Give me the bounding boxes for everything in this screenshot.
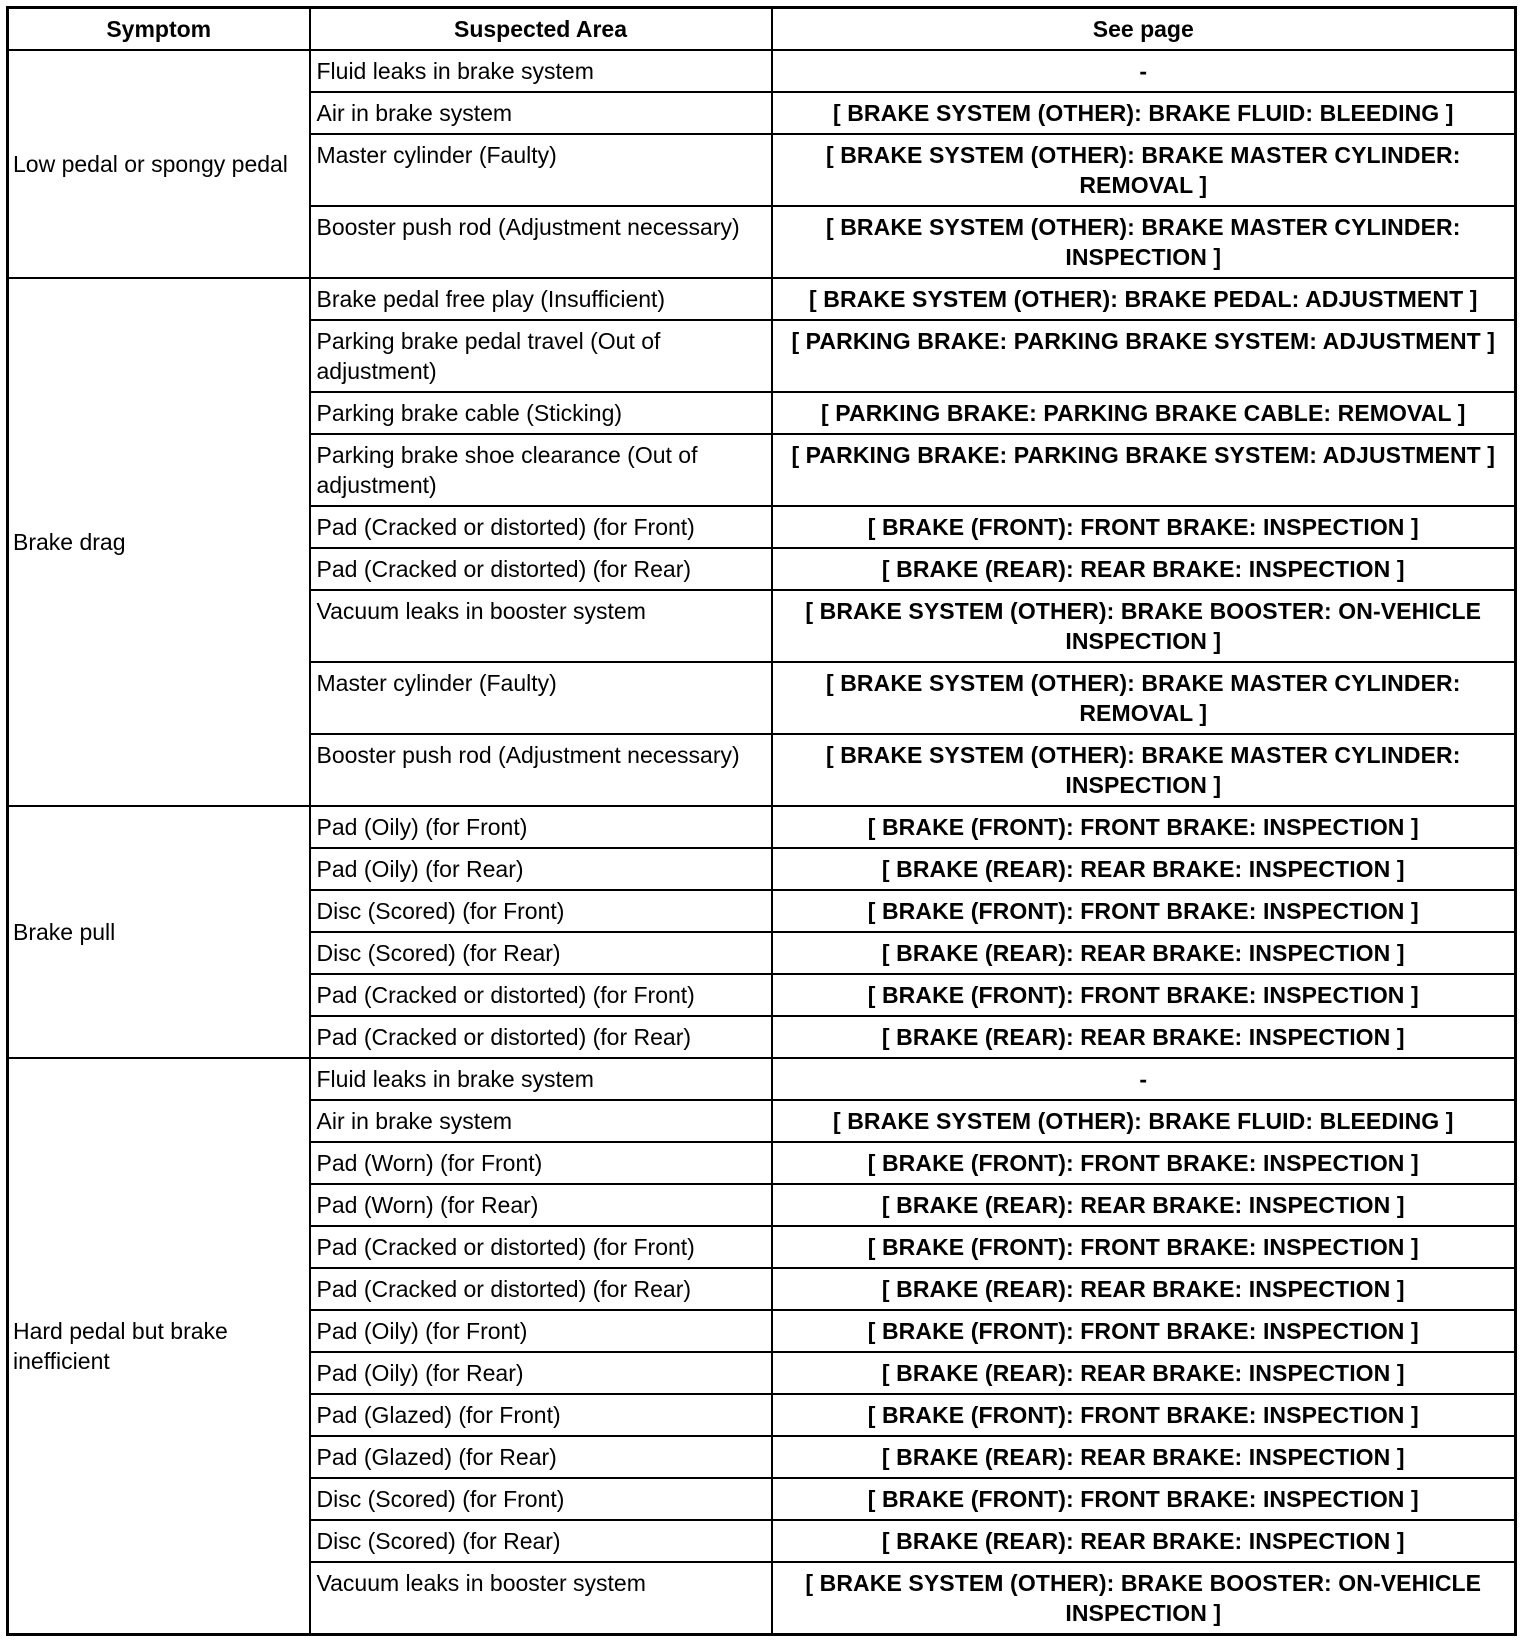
suspected-area-cell: Pad (Oily) (for Rear)	[310, 1352, 772, 1394]
see-page-cell: [ BRAKE (FRONT): FRONT BRAKE: INSPECTION ]	[772, 1310, 1516, 1352]
suspected-area-cell: Vacuum leaks in booster system	[310, 590, 772, 662]
see-page-cell: [ PARKING BRAKE: PARKING BRAKE SYSTEM: ADJUSTMENT ]	[772, 434, 1516, 506]
suspected-area-cell: Disc (Scored) (for Front)	[310, 1478, 772, 1520]
see-page-cell: [ BRAKE (REAR): REAR BRAKE: INSPECTION ]	[772, 1352, 1516, 1394]
suspected-area-cell: Booster push rod (Adjustment necessary)	[310, 206, 772, 278]
suspected-area-cell: Pad (Worn) (for Front)	[310, 1142, 772, 1184]
table-row	[8, 50, 1516, 92]
see-page-cell: [ BRAKE (FRONT): FRONT BRAKE: INSPECTION ]	[772, 1394, 1516, 1436]
header-row	[8, 8, 1516, 51]
suspected-area-cell: Master cylinder (Faulty)	[310, 134, 772, 206]
see-page-cell: [ BRAKE (REAR): REAR BRAKE: INSPECTION ]	[772, 1016, 1516, 1058]
suspected-area-cell: Booster push rod (Adjustment necessary)	[310, 734, 772, 806]
see-page-cell: [ BRAKE SYSTEM (OTHER): BRAKE MASTER CYLINDER: REMOVAL ]	[772, 134, 1516, 206]
see-page-cell: -	[772, 50, 1516, 92]
suspected-area-cell: Disc (Scored) (for Rear)	[310, 932, 772, 974]
symptom-cell: Low pedal or spongy pedal	[8, 50, 310, 278]
table-row	[8, 1058, 1516, 1100]
see-page-cell: [ BRAKE (FRONT): FRONT BRAKE: INSPECTION ]	[772, 1478, 1516, 1520]
see-page-cell: [ BRAKE SYSTEM (OTHER): BRAKE FLUID: BLEEDING ]	[772, 1100, 1516, 1142]
suspected-area-cell: Pad (Worn) (for Rear)	[310, 1184, 772, 1226]
suspected-area-cell: Disc (Scored) (for Front)	[310, 890, 772, 932]
suspected-area-cell: Vacuum leaks in booster system	[310, 1562, 772, 1635]
see-page-cell: [ BRAKE (REAR): REAR BRAKE: INSPECTION ]	[772, 932, 1516, 974]
see-page-cell: [ BRAKE (FRONT): FRONT BRAKE: INSPECTION ]	[772, 806, 1516, 848]
suspected-area-cell: Parking brake cable (Sticking)	[310, 392, 772, 434]
suspected-area-cell: Master cylinder (Faulty)	[310, 662, 772, 734]
table-row	[8, 278, 1516, 320]
see-page-cell: [ BRAKE SYSTEM (OTHER): BRAKE MASTER CYLINDER: INSPECTION ]	[772, 734, 1516, 806]
see-page-cell: [ BRAKE SYSTEM (OTHER): BRAKE BOOSTER: ON-VEHICLE INSPECTION ]	[772, 1562, 1516, 1635]
header-suspected-area: Suspected Area	[310, 8, 772, 51]
see-page-cell: [ BRAKE (REAR): REAR BRAKE: INSPECTION ]	[772, 1184, 1516, 1226]
suspected-area-cell: Pad (Oily) (for Front)	[310, 806, 772, 848]
suspected-area-cell: Pad (Cracked or distorted) (for Rear)	[310, 548, 772, 590]
suspected-area-cell: Pad (Cracked or distorted) (for Front)	[310, 1226, 772, 1268]
see-page-cell: [ BRAKE (REAR): REAR BRAKE: INSPECTION ]	[772, 1268, 1516, 1310]
symptom-cell: Brake pull	[8, 806, 310, 1058]
see-page-cell: [ BRAKE (FRONT): FRONT BRAKE: INSPECTION ]	[772, 974, 1516, 1016]
see-page-cell: [ BRAKE SYSTEM (OTHER): BRAKE PEDAL: ADJUSTMENT ]	[772, 278, 1516, 320]
suspected-area-cell: Disc (Scored) (for Rear)	[310, 1520, 772, 1562]
suspected-area-cell: Air in brake system	[310, 92, 772, 134]
suspected-area-cell: Brake pedal free play (Insufficient)	[310, 278, 772, 320]
suspected-area-cell: Pad (Cracked or distorted) (for Front)	[310, 974, 772, 1016]
see-page-cell: [ PARKING BRAKE: PARKING BRAKE SYSTEM: ADJUSTMENT ]	[772, 320, 1516, 392]
suspected-area-cell: Pad (Cracked or distorted) (for Rear)	[310, 1268, 772, 1310]
suspected-area-cell: Pad (Glazed) (for Front)	[310, 1394, 772, 1436]
table-row	[8, 806, 1516, 848]
see-page-cell: [ BRAKE (FRONT): FRONT BRAKE: INSPECTION ]	[772, 1142, 1516, 1184]
symptom-cell: Brake drag	[8, 278, 310, 806]
suspected-area-cell: Pad (Oily) (for Front)	[310, 1310, 772, 1352]
table-body	[8, 50, 1516, 1635]
see-page-cell: [ BRAKE (FRONT): FRONT BRAKE: INSPECTION ]	[772, 890, 1516, 932]
troubleshooting-sheet	[6, 6, 1514, 1636]
see-page-cell: [ BRAKE SYSTEM (OTHER): BRAKE MASTER CYLINDER: INSPECTION ]	[772, 206, 1516, 278]
suspected-area-cell: Fluid leaks in brake system	[310, 1058, 772, 1100]
see-page-cell: [ BRAKE SYSTEM (OTHER): BRAKE FLUID: BLEEDING ]	[772, 92, 1516, 134]
symptom-cell: Hard pedal but brake inefficient	[8, 1058, 310, 1635]
suspected-area-cell: Parking brake pedal travel (Out of adjustment)	[310, 320, 772, 392]
suspected-area-cell: Pad (Cracked or distorted) (for Front)	[310, 506, 772, 548]
suspected-area-cell: Air in brake system	[310, 1100, 772, 1142]
suspected-area-cell: Parking brake shoe clearance (Out of adjustment)	[310, 434, 772, 506]
see-page-cell: [ BRAKE (REAR): REAR BRAKE: INSPECTION ]	[772, 548, 1516, 590]
see-page-cell: [ BRAKE (REAR): REAR BRAKE: INSPECTION ]	[772, 1520, 1516, 1562]
suspected-area-cell: Pad (Oily) (for Rear)	[310, 848, 772, 890]
see-page-cell: [ BRAKE (REAR): REAR BRAKE: INSPECTION ]	[772, 1436, 1516, 1478]
see-page-cell: [ PARKING BRAKE: PARKING BRAKE CABLE: REMOVAL ]	[772, 392, 1516, 434]
suspected-area-cell: Pad (Cracked or distorted) (for Rear)	[310, 1016, 772, 1058]
see-page-cell: [ BRAKE (REAR): REAR BRAKE: INSPECTION ]	[772, 848, 1516, 890]
see-page-cell: -	[772, 1058, 1516, 1100]
suspected-area-cell: Fluid leaks in brake system	[310, 50, 772, 92]
see-page-cell: [ BRAKE (FRONT): FRONT BRAKE: INSPECTION ]	[772, 506, 1516, 548]
see-page-cell: [ BRAKE SYSTEM (OTHER): BRAKE BOOSTER: ON-VEHICLE INSPECTION ]	[772, 590, 1516, 662]
header-see-page: See page	[772, 8, 1516, 51]
troubleshooting-table	[6, 6, 1517, 1636]
suspected-area-cell: Pad (Glazed) (for Rear)	[310, 1436, 772, 1478]
see-page-cell: [ BRAKE (FRONT): FRONT BRAKE: INSPECTION ]	[772, 1226, 1516, 1268]
see-page-cell: [ BRAKE SYSTEM (OTHER): BRAKE MASTER CYLINDER: REMOVAL ]	[772, 662, 1516, 734]
header-symptom: Symptom	[8, 8, 310, 51]
